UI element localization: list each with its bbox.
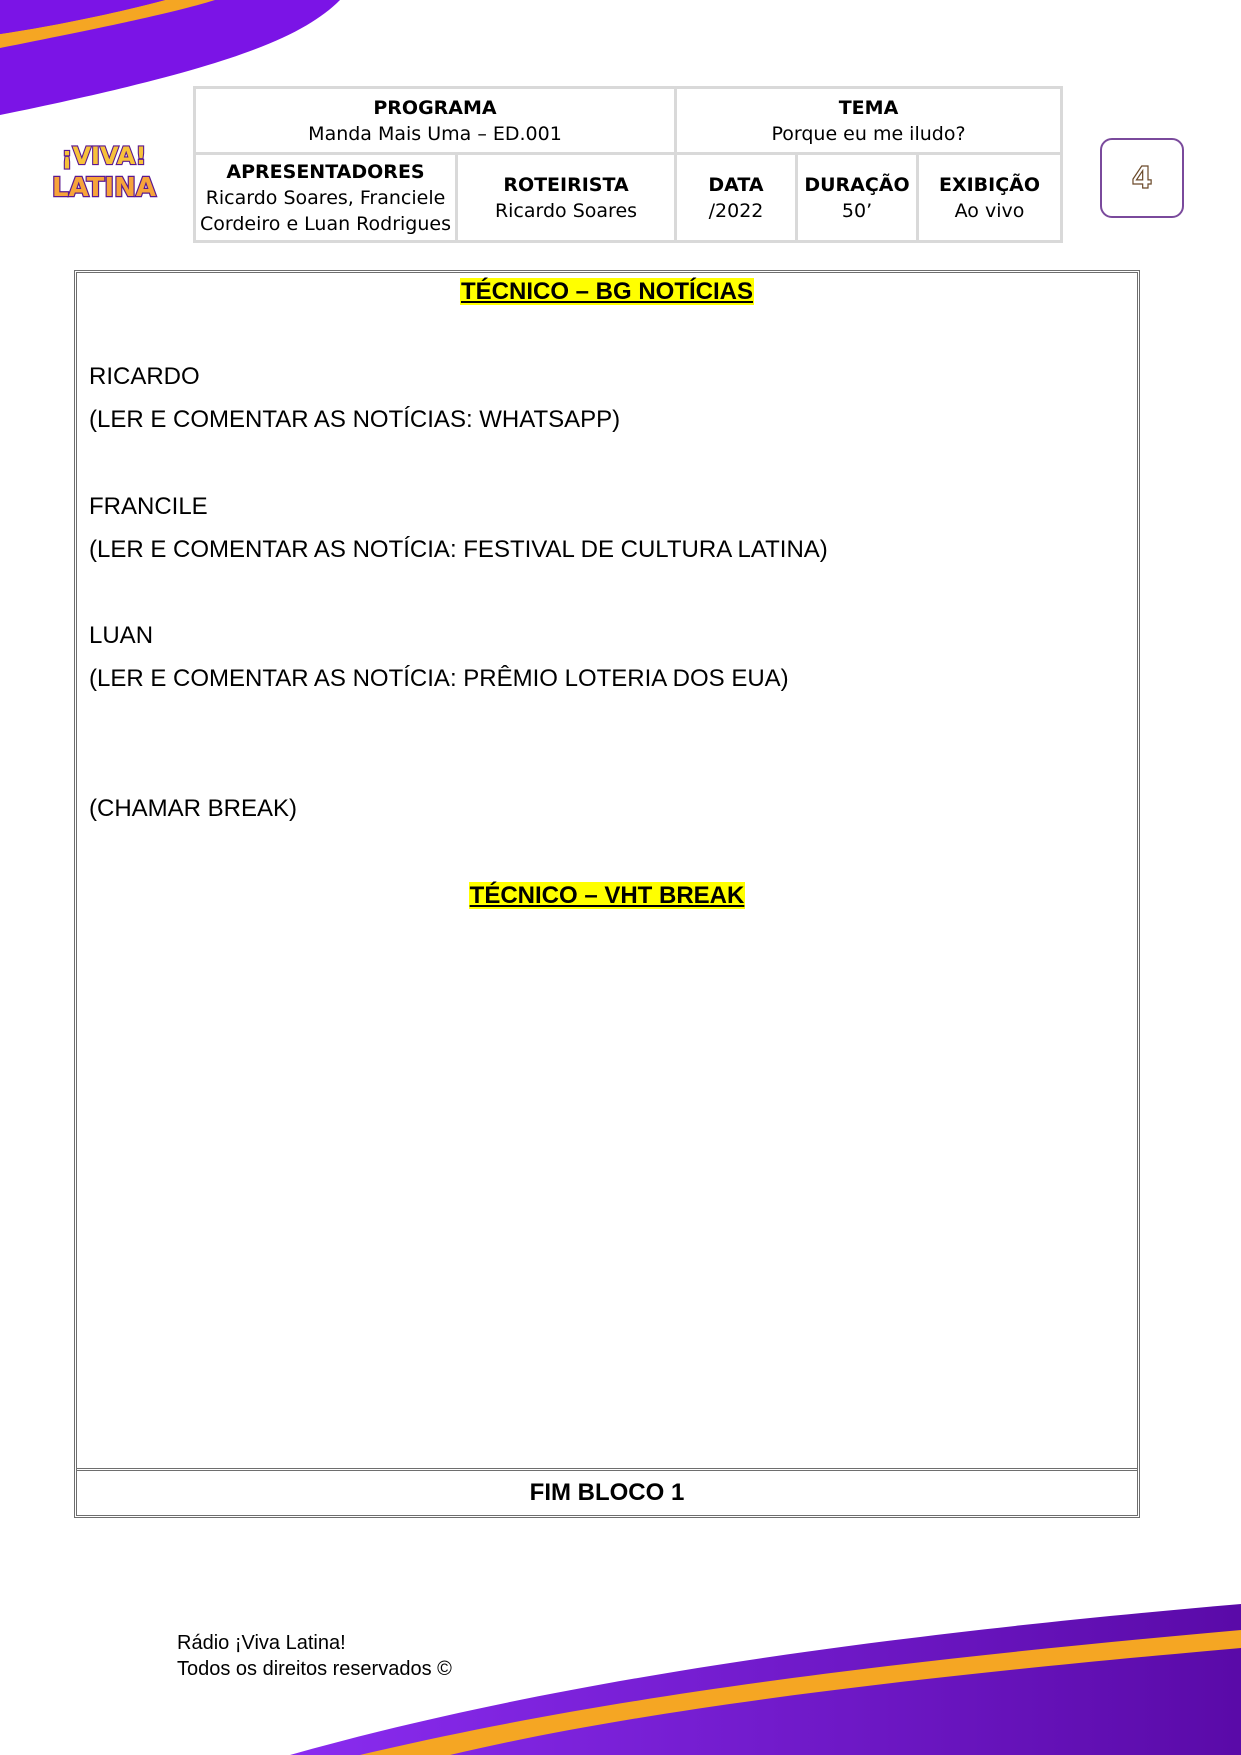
viva-latina-logo xyxy=(40,130,168,210)
duracao-value: 50’ xyxy=(841,199,873,222)
script-line-chamar-break: (CHAMAR BREAK) xyxy=(89,795,298,822)
exibicao-label: EXIBIÇÃO xyxy=(938,173,1041,196)
duracao-label: DURAÇÃO xyxy=(804,173,910,196)
fim-bloco-label: FIM BLOCO 1 xyxy=(529,1479,685,1506)
script-line-francile: FRANCILE xyxy=(89,493,208,520)
script-block xyxy=(74,270,1140,1518)
programa-value: Manda Mais Uma – ED.001 xyxy=(308,122,562,145)
footer-line1: Rádio ¡Viva Latina! xyxy=(177,1632,346,1654)
tema-label: TEMA xyxy=(838,96,899,119)
apresentadores-line2: Cordeiro e Luan Rodrigues xyxy=(199,212,452,235)
roteirista-label: ROTEIRISTA xyxy=(503,173,629,196)
data-cell xyxy=(674,152,798,243)
svg-text:LATINA: LATINA xyxy=(52,173,156,203)
data-label: DATA xyxy=(708,173,764,196)
tema-cell xyxy=(674,86,1063,155)
tecnico-vht-break-heading xyxy=(77,882,1137,910)
footer-copyright xyxy=(177,1630,452,1682)
program-info-table xyxy=(193,86,1063,243)
exibicao-value: Ao vivo xyxy=(954,199,1025,222)
duracao-cell xyxy=(795,152,919,243)
script-line-luan: LUAN xyxy=(89,622,154,649)
tecnico-bg-noticias-text: TÉCNICO – BG NOTÍCIAS xyxy=(460,278,754,305)
script-line-luan-cue: (LER E COMENTAR AS NOTÍCIA: PRÊMIO LOTERIA DOS EUA) xyxy=(89,665,789,692)
script-body xyxy=(77,273,1137,1471)
programa-label: PROGRAMA xyxy=(373,96,497,119)
script-line-ricardo-cue: (LER E COMENTAR AS NOTÍCIAS: WHATSAPP) xyxy=(89,406,621,433)
tema-value: Porque eu me iludo? xyxy=(771,122,966,145)
apresentadores-label: APRESENTADORES xyxy=(226,160,425,183)
footer-line2: Todos os direitos reservados © xyxy=(177,1658,452,1680)
apresentadores-line1: Ricardo Soares, Franciele xyxy=(205,186,446,209)
script-line-francile-cue: (LER E COMENTAR AS NOTÍCIA: FESTIVAL DE CULTURA LATINA) xyxy=(89,536,828,563)
script-line-ricardo: RICARDO xyxy=(89,363,200,390)
svg-text:¡VIVA!: ¡VIVA! xyxy=(61,142,147,170)
programa-cell xyxy=(193,86,677,155)
data-value: /2022 xyxy=(708,199,764,222)
apresentadores-cell xyxy=(193,152,458,243)
exibicao-cell xyxy=(916,152,1063,243)
page-number-badge: 4 xyxy=(1100,138,1184,218)
tecnico-vht-break-text: TÉCNICO – VHT BREAK xyxy=(469,882,745,909)
tecnico-bg-noticias-heading xyxy=(77,278,1137,306)
roteirista-cell xyxy=(455,152,677,243)
roteirista-value: Ricardo Soares xyxy=(494,199,638,222)
